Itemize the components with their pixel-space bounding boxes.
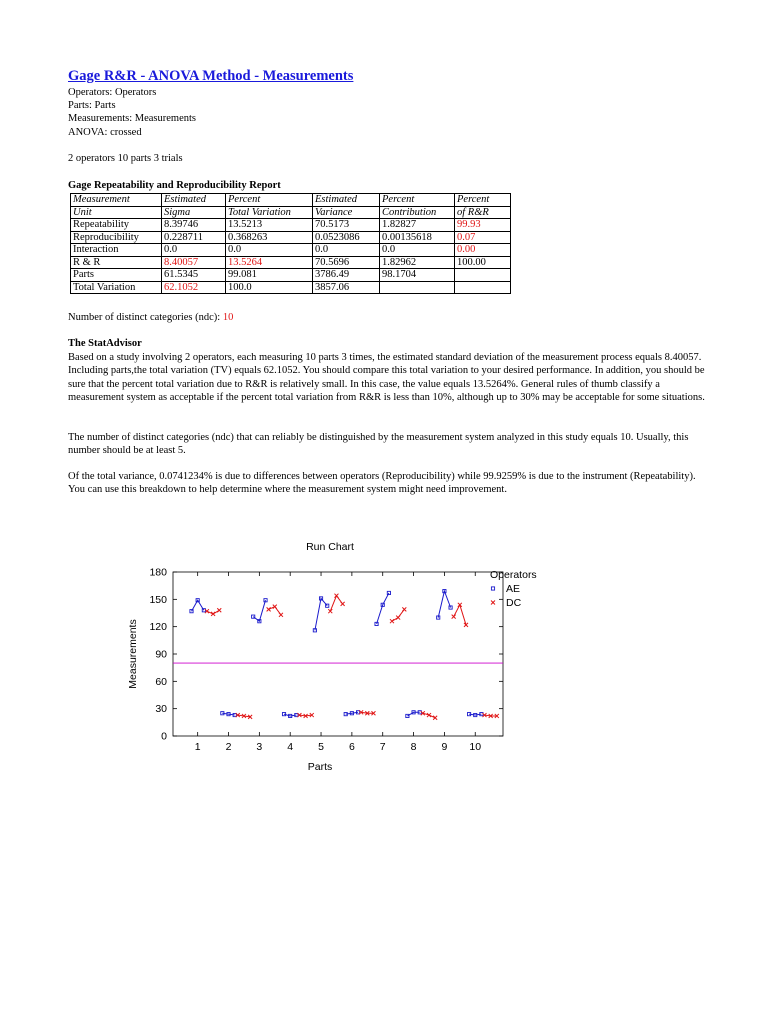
- table-cell: 0.0: [226, 244, 313, 257]
- row-label: Reproducibility: [71, 231, 162, 244]
- data-point: [328, 609, 332, 613]
- header-cell: Total Variation: [226, 206, 313, 219]
- data-point: [396, 616, 400, 620]
- legend-title: Operators: [490, 569, 537, 581]
- table-cell: 13.5213: [226, 219, 313, 232]
- meta-measurements: Measurements: Measurements: [68, 113, 197, 125]
- legend-items: [491, 583, 522, 609]
- table-row: [71, 256, 511, 269]
- table-cell: 61.5345: [162, 269, 226, 282]
- y-tick-label: 120: [149, 621, 167, 634]
- data-point: [217, 608, 221, 612]
- ndc-label: Number of distinct categories (ndc):: [68, 312, 223, 323]
- x-tick-label: 7: [379, 741, 386, 753]
- table-row: [71, 219, 511, 232]
- y-tick-label: 150: [149, 593, 167, 606]
- table-header-row: [71, 206, 511, 219]
- analysis-metadata: [68, 86, 196, 139]
- table-cell-highlight: 0.07: [455, 231, 511, 244]
- legend-item-dc: [491, 597, 522, 609]
- table-cell: 0.0: [162, 244, 226, 257]
- table-cell: 1.82962: [380, 256, 455, 269]
- table-cell-highlight: 99.93: [455, 219, 511, 232]
- legend: [490, 569, 537, 609]
- table-cell: 100.00: [455, 256, 511, 269]
- x-tick-label: 5: [318, 741, 324, 753]
- series-line: [377, 593, 389, 624]
- meta-anova: ANOVA: crossed: [68, 126, 142, 138]
- table-cell: 0.368263: [226, 231, 313, 244]
- header-cell: Percent: [380, 194, 455, 207]
- page-title[interactable]: Gage R&R - ANOVA Method - Measurements: [68, 68, 354, 84]
- table-cell: [455, 269, 511, 282]
- table-cell: [380, 281, 455, 294]
- series-line: [315, 598, 327, 630]
- header-cell: Percent: [226, 194, 313, 207]
- data-point: [211, 612, 215, 616]
- header-cell: of R&R: [455, 206, 511, 219]
- x-tick-label: 6: [348, 741, 355, 753]
- y-tick-label: 30: [155, 703, 167, 716]
- data-point: [433, 716, 437, 720]
- x-tick-label: 4: [287, 741, 294, 753]
- header-cell: Measurement: [71, 194, 162, 207]
- legend-label: DC: [506, 597, 522, 609]
- header-cell: Unit: [71, 206, 162, 219]
- legend-label: AE: [506, 583, 521, 595]
- table-cell: 0.00135618: [380, 231, 455, 244]
- table-row: [71, 231, 511, 244]
- header-cell: Estimated: [313, 194, 380, 207]
- ndc-value: 10: [222, 312, 234, 323]
- meta-parts: Parts: Parts: [68, 100, 116, 112]
- data-point: [491, 587, 494, 590]
- row-label: Interaction: [71, 244, 162, 257]
- statadvisor-title: The StatAdvisor: [68, 338, 142, 349]
- statadvisor-paragraph-3: Of the total variance, 0.0741234% is due to differences between operators (Reproducibility) while 99.9259% is due to the instrument (Repeatability). You can use this breakdown to help determine where the measurement system might need improvement.: [68, 471, 696, 496]
- table-cell: 0.0: [313, 244, 380, 257]
- series-layer: [190, 590, 499, 720]
- table-cell-highlight: 13.5264: [226, 256, 313, 269]
- header-cell: Sigma: [162, 206, 226, 219]
- row-label: Parts: [71, 269, 162, 282]
- gage-rr-table: [70, 193, 511, 294]
- y-tick-label: 60: [155, 675, 167, 688]
- x-tick-label: 3: [256, 741, 263, 753]
- series-line: [330, 596, 342, 612]
- table-cell: 0.0: [380, 244, 455, 257]
- data-point: [452, 615, 456, 619]
- header-cell: Variance: [313, 206, 380, 219]
- row-label: R & R: [71, 256, 162, 269]
- x-axis-label: Parts: [307, 761, 333, 773]
- table-header-row: [71, 194, 511, 207]
- row-label: Repeatability: [71, 219, 162, 232]
- table-cell: 8.39746: [162, 219, 226, 232]
- series-dc: [205, 594, 499, 720]
- table-cell-highlight: 8.40057: [162, 256, 226, 269]
- header-cell: Contribution: [380, 206, 455, 219]
- data-point: [491, 601, 495, 605]
- table-row: [71, 281, 511, 294]
- x-tick-label: 9: [441, 741, 448, 753]
- series-line: [438, 591, 450, 618]
- data-point: [402, 607, 406, 611]
- table-cell-highlight: 62.1052: [162, 281, 226, 294]
- data-point: [273, 605, 277, 609]
- table-cell-highlight: 0.00: [455, 244, 511, 257]
- y-tick-label: 0: [161, 730, 167, 743]
- report-heading: Gage Repeatability and Reproducibility Report: [68, 180, 281, 191]
- x-tick-label: 10: [469, 741, 482, 753]
- table-cell: 3786.49: [313, 269, 380, 282]
- row-label: Total Variation: [71, 281, 162, 294]
- statadvisor-paragraph-1: Based on a study involving 2 operators, each measuring 10 parts 3 times, the estimated standard deviation of the measurement process equals 8.40057. Including parts,the total variation (TV) equals 62.1052. You should compare this total variation to your desired performance. In addition, you should be sure that the percent total variation due to R&R is relatively small. In this case, the value equals 13.5264%. General rules of thumb classify a measurement system as acceptable if the percent total variation from R&R is less than 10%, although up to 30% may be acceptable for some situations.: [68, 352, 705, 404]
- x-tick-label: 8: [410, 741, 417, 753]
- series-ae: [190, 590, 483, 718]
- table-cell: 0.228711: [162, 231, 226, 244]
- table-cell: 70.5173: [313, 219, 380, 232]
- y-tick-label: 90: [155, 648, 167, 661]
- study-summary: 2 operators 10 parts 3 trials: [68, 153, 183, 164]
- table-row: [71, 244, 511, 257]
- x-tick-label: 1: [194, 741, 201, 753]
- y-tick-label: 180: [149, 566, 167, 579]
- axis-ticks: [149, 567, 503, 754]
- table-row: [71, 269, 511, 282]
- run-chart: [68, 530, 588, 780]
- data-point: [390, 619, 394, 623]
- meta-operators: Operators: Operators: [68, 87, 157, 98]
- table-cell: [455, 281, 511, 294]
- table-cell: 1.82827: [380, 219, 455, 232]
- data-point: [267, 607, 271, 611]
- statadvisor-paragraph-2: The number of distinct categories (ndc) that can reliably be distinguished by the measurement system analyzed in this study equals 10. Usually, this number should be at least 5.: [68, 432, 689, 457]
- chart-title: Run Chart: [306, 541, 354, 553]
- table-cell: 98.1704: [380, 269, 455, 282]
- table-cell: 3857.06: [313, 281, 380, 294]
- x-tick-label: 2: [225, 741, 232, 753]
- table-cell: 99.081: [226, 269, 313, 282]
- legend-item-ae: [491, 583, 520, 595]
- data-point: [279, 613, 283, 617]
- y-axis-label: Measurements: [127, 619, 139, 689]
- header-cell: Percent: [455, 194, 511, 207]
- table-cell: 70.5696: [313, 256, 380, 269]
- table-cell: 0.0523086: [313, 231, 380, 244]
- header-cell: Estimated: [162, 194, 226, 207]
- ndc-line: [68, 312, 233, 323]
- data-point: [341, 602, 345, 606]
- table-cell: 100.0: [226, 281, 313, 294]
